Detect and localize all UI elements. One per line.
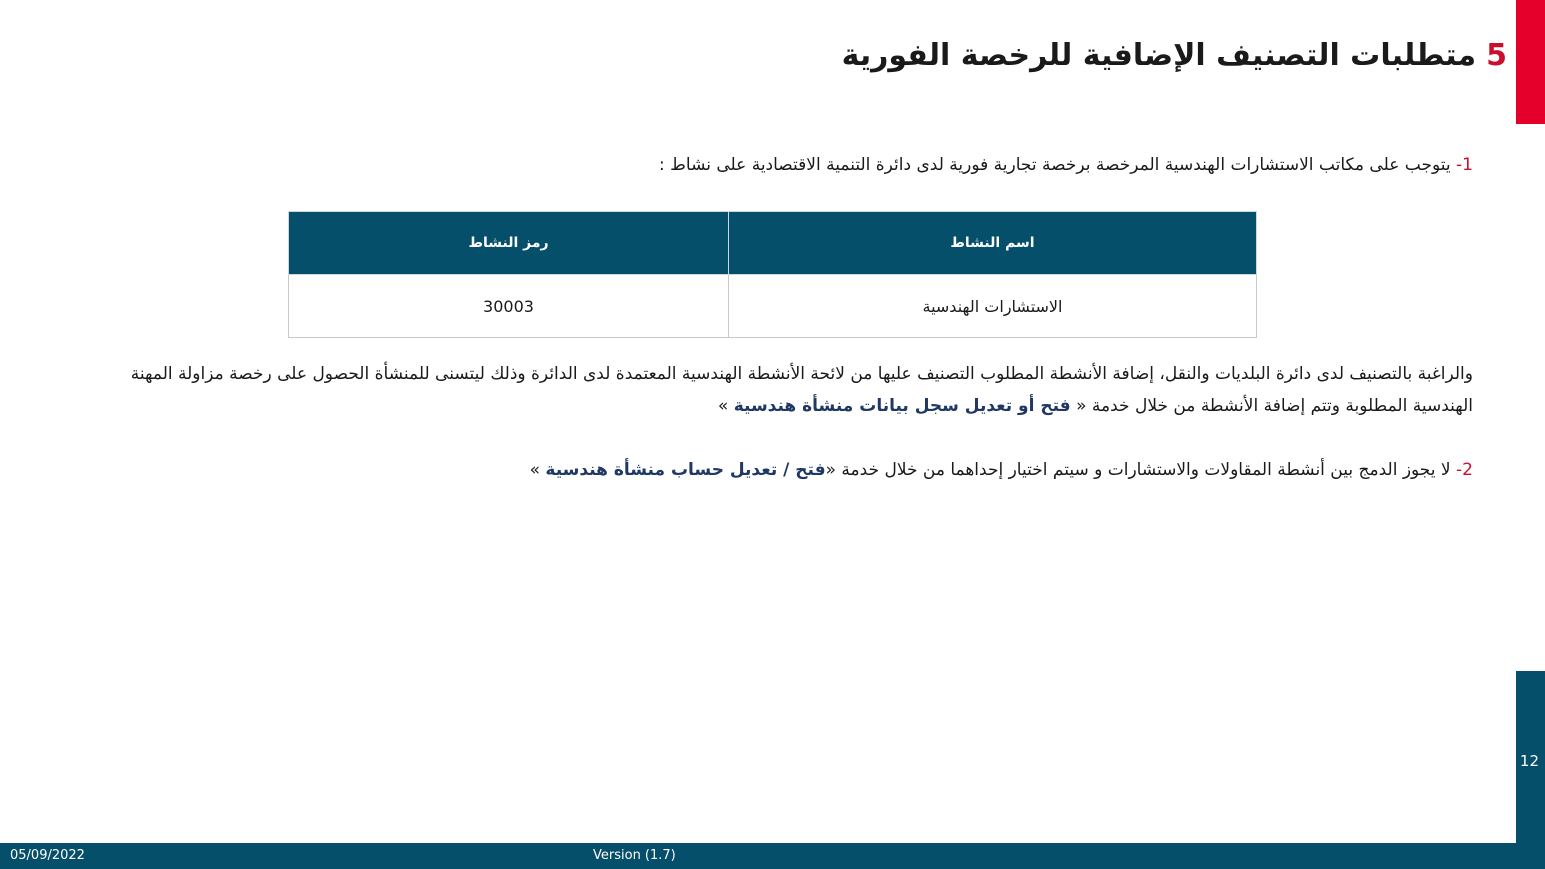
- accent-bar: [1516, 0, 1545, 124]
- paragraph-2-text: والراغبة بالتصنيف لدى دائرة البلديات والنقل، إضافة الأنشطة المطلوب التصنيف عليها من لائحة الأنشطة الهندسية المعتمدة لدى الدائرة وذلك ليتسنى للمنشأة الحصول على رخصة مزاولة المهنة الهندسية المطلوبة وتتم إضافة الأنشطة من خلال خدمة: [130, 364, 1473, 416]
- table-header-row: [289, 212, 1257, 275]
- paragraph-1: [659, 149, 1473, 181]
- footer-version: Version (1.7): [593, 848, 676, 863]
- cell-activity-code: 30003: [289, 275, 729, 338]
- activity-table: [288, 211, 1257, 338]
- cell-activity-name: الاستشارات الهندسية: [729, 275, 1257, 338]
- paragraph-3-close-quote: »: [529, 460, 540, 480]
- side-block: [1516, 671, 1545, 869]
- header-activity-code: رمز النشاط: [289, 212, 729, 275]
- footer-date: 05/09/2022: [10, 848, 85, 863]
- paragraph-2-close-quote: »: [717, 396, 729, 416]
- page-title: [842, 38, 1507, 73]
- paragraph-3-open-quote: «: [825, 460, 837, 480]
- title-text: متطلبات التصنيف الإضافية للرخصة الفورية: [841, 38, 1477, 73]
- page-number: 12: [1519, 752, 1539, 770]
- section-number: 5: [1486, 38, 1507, 73]
- paragraph-3-text: لا يجوز الدمج بين أنشطة المقاولات والاستشارات و سيتم اختيار إحداهما من خلال خدمة: [841, 460, 1451, 480]
- footer-bar: [0, 843, 1545, 869]
- service-link-edit-account[interactable]: فتح / تعديل حساب منشأة هندسية: [545, 460, 826, 480]
- paragraph-1-index: 1-: [1456, 155, 1473, 175]
- table-row: [289, 275, 1257, 338]
- paragraph-3: [530, 454, 1473, 486]
- service-link-edit-records[interactable]: فتح أو تعديل سجل بيانات منشأة هندسية: [733, 396, 1071, 416]
- paragraph-1-text: يتوجب على مكاتب الاستشارات الهندسية المرخصة برخصة تجارية فورية لدى دائرة التنمية الاقتصادية على نشاط :: [659, 155, 1451, 175]
- paragraph-3-index: 2-: [1456, 460, 1473, 480]
- header-activity-name: اسم النشاط: [729, 212, 1257, 275]
- paragraph-2: [93, 358, 1473, 422]
- paragraph-2-open-quote: «: [1076, 396, 1087, 416]
